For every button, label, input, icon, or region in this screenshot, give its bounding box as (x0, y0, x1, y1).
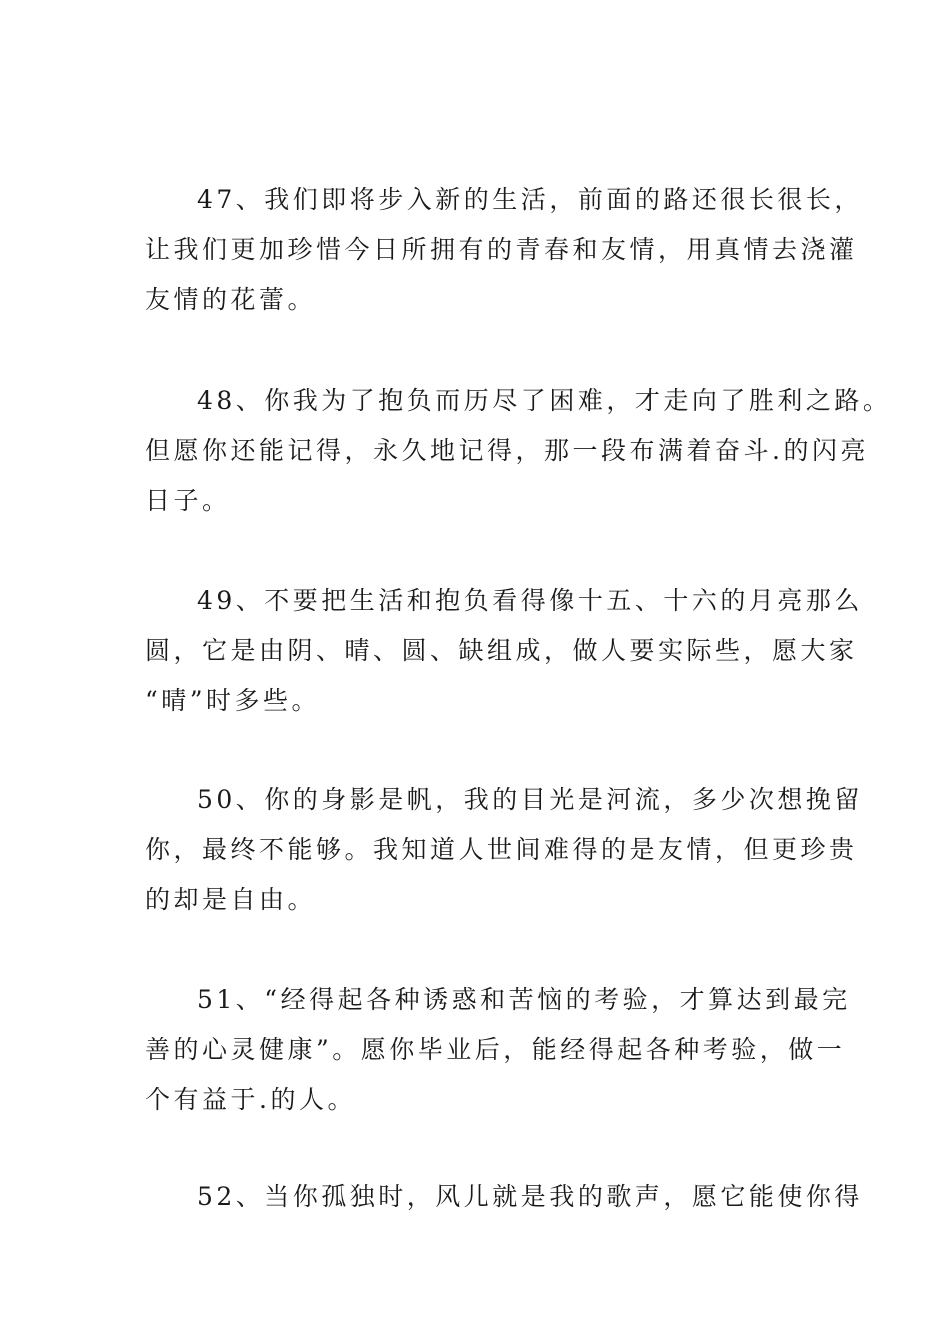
paragraph-line: 50、你的身影是帆，我的目光是河流，多少次想挽留 (197, 785, 863, 814)
paragraph-line: 让我们更加珍惜今日所拥有的青春和友情，用真情去浇灌 (145, 235, 858, 264)
paragraph-line: 51、“经得起各种诱惑和苦恼的考验，才算达到最完 (197, 985, 851, 1014)
paragraph-line: 48、你我为了抱负而历尽了困难，才走向了胜利之路。 (197, 386, 892, 415)
paragraph-47 (145, 175, 863, 325)
paragraph-line: 52、当你孤独时，风儿就是我的歌声，愿它能使你得 (197, 1182, 863, 1211)
paragraph-line: 善的心灵健康”。愿你毕业后，能经得起各种考验，做一 (145, 1035, 846, 1064)
paragraph-50 (145, 775, 863, 925)
paragraph-line: 个有益于.的人。 (145, 1085, 356, 1114)
paragraph-line: 的却是自由。 (145, 885, 317, 914)
paragraph-line: 但愿你还能记得，永久地记得，那一段布满着奋斗.的闪亮 (145, 436, 869, 465)
paragraph-line: 圆，它是由阴、晴、圆、缺组成，做人要实际些，愿大家 (145, 636, 858, 665)
paragraph-line: 你，最终不能够。我知道人世间难得的是友情，但更珍贵 (145, 835, 858, 864)
paragraph-51 (145, 975, 851, 1125)
paragraph-line: 友情的花蕾。 (145, 285, 317, 314)
paragraph-line: 47、我们即将步入新的生活，前面的路还很长很长， (197, 185, 863, 214)
paragraph-48 (145, 376, 892, 526)
paragraph-49 (145, 576, 863, 726)
paragraph-52 (145, 1172, 863, 1222)
paragraph-line: 日子。 (145, 486, 231, 515)
paragraph-line: 49、不要把生活和抱负看得像十五、十六的月亮那么 (197, 586, 863, 615)
paragraph-line: “晴”时多些。 (145, 686, 321, 715)
